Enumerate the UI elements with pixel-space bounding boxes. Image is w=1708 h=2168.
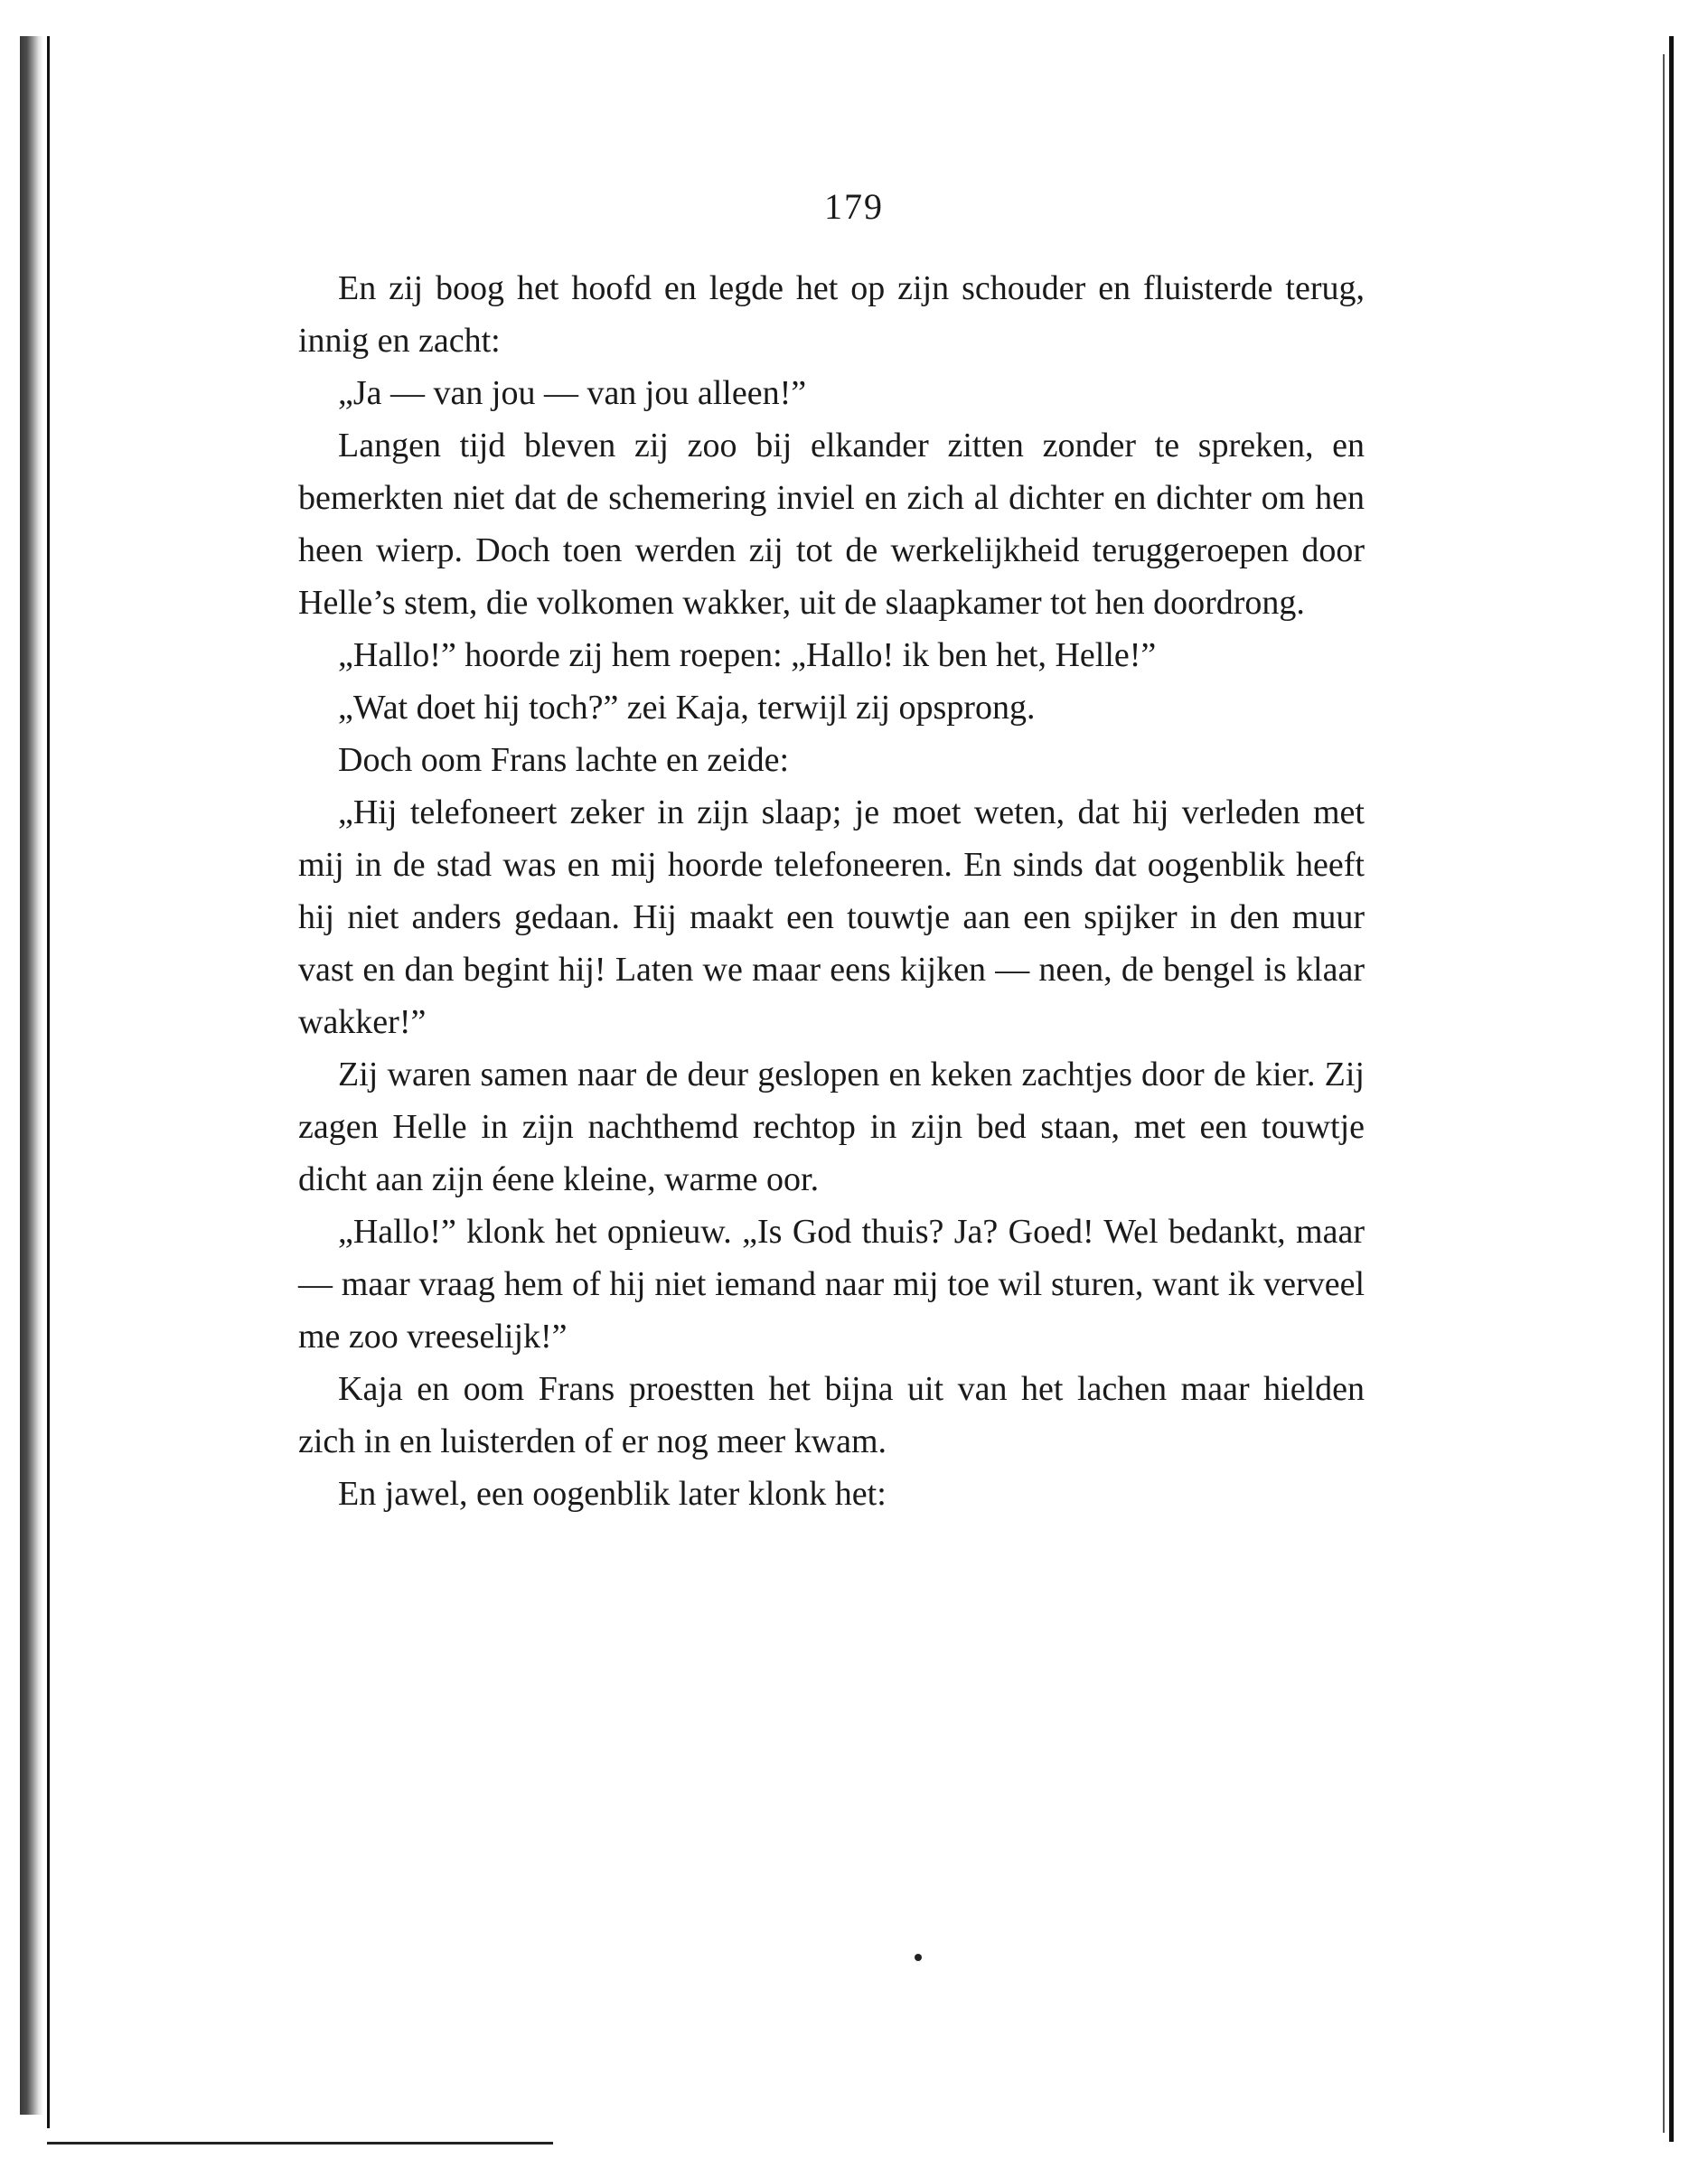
paragraph: Zij waren samen naar de deur geslopen en keken zachtjes door de kier. Zij zagen Helle in zijn nachthemd rechtop in zijn bed staan, met een touwtje dicht aan zijn éene kleine, warme oor. [298,1056,1365,1198]
ink-speck [915,1954,922,1961]
page-number: 179 [824,186,884,227]
paragraph: Doch oom Frans lachte en zeide: [338,741,790,779]
paragraph: Langen tijd bleven zij zoo bij elkander zitten zonder te spreken, en bemerkten niet dat de schemering inviel en zich al dichter en dichter om hen heen wierp. Doch toen werden zij tot de werkelijkheid teruggeroepen door Helle’s stem, die volkomen wakker, uit de slaapkamer tot hen doordrong. [298,427,1365,622]
paragraph: En zij boog het hoofd en legde het op zijn schouder en fluisterde terug, innig en zacht: [298,269,1365,360]
paragraph: „Hij telefoneert zeker in zijn slaap; je moet weten, dat hij verleden met mij in de stad was en mij hoorde telefoneeren. En sinds dat oogenblik heeft hij niet anders gedaan. Hij maakt een touwtje aan een spijker in den muur vast en dan begint hij! Laten we maar eens kijken — neen, de bengel is klaar wakker!” [298,793,1365,1041]
scan-border-right [1669,36,1674,2142]
paragraph: „Wat doet hij toch?” zei Kaja, terwijl zij opsprong. [338,689,1036,727]
scan-border-left [47,36,50,2128]
scan-shadow-left [20,36,43,2115]
scan-border-bottom [47,2142,553,2145]
paragraph: En jawel, een oogenblik later klonk het: [338,1475,887,1513]
scan-border-right-inner [1663,54,1665,2133]
paragraph: Kaja en oom Frans proestten het bijna uit van het lachen maar hielden zich in en luisterden of er nog meer kwam. [298,1370,1365,1460]
body-text [298,262,1365,1520]
paragraph: „Ja — van jou — van jou alleen!” [338,374,807,412]
paragraph: „Hallo!” hoorde zij hem roepen: „Hallo! ik ben het, Helle!” [338,636,1157,674]
paragraph: „Hallo!” klonk het opnieuw. „Is God thuis? Ja? Goed! Wel bedankt, maar — maar vraag hem of hij niet iemand naar mij toe wil sturen, want ik verveel me zoo vreeselijk!” [298,1213,1365,1356]
